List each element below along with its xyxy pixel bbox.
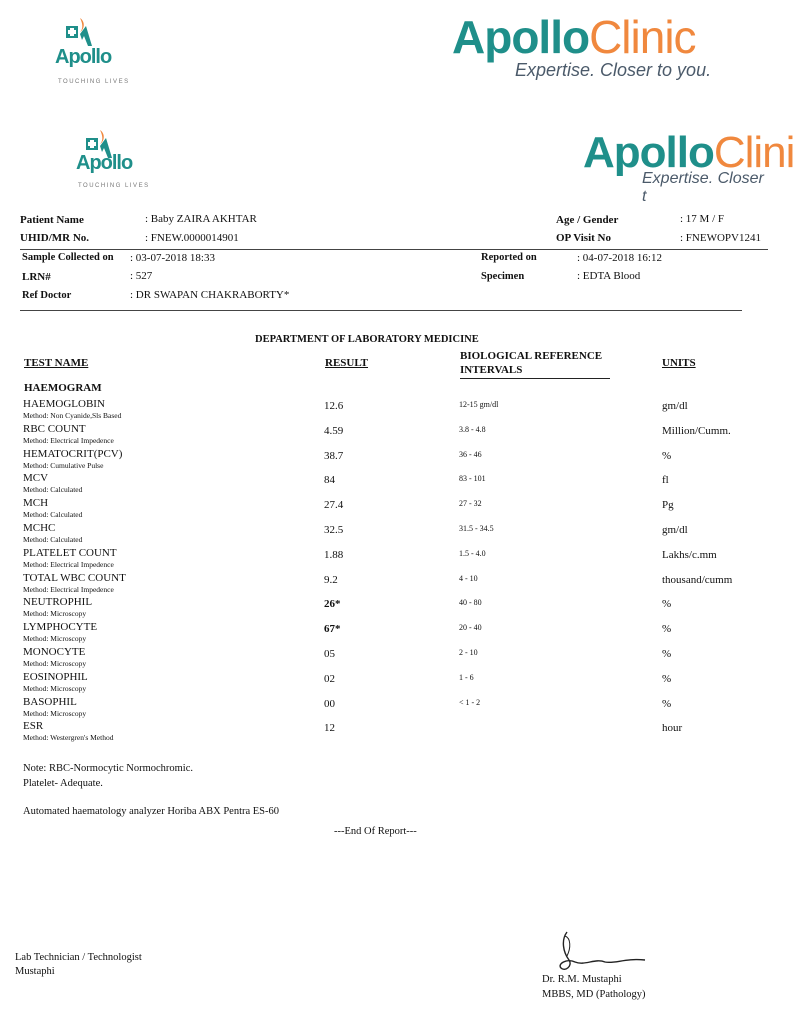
test-name: RBC COUNT <box>23 422 86 435</box>
test-result: 12 <box>324 722 335 735</box>
test-result: 38.7 <box>324 449 344 462</box>
uhid-label: UHID/MR No. <box>20 232 90 244</box>
test-method: Method: Non Cyanide,Sls Based <box>23 411 122 420</box>
test-reference-interval: 20 - 40 <box>459 623 482 633</box>
touching-lives-tagline: TOUCHING LIVES <box>58 79 130 85</box>
test-name: TOTAL WBC COUNT <box>23 571 126 584</box>
test-reference-interval: 4 - 10 <box>459 573 478 583</box>
test-result: 84 <box>324 474 335 487</box>
header-units: UNITS <box>662 357 696 369</box>
department-title: DEPARTMENT OF LABORATORY MEDICINE <box>255 334 479 345</box>
section-title: HAEMOGRAM <box>24 382 102 394</box>
test-reference-interval: 1.5 - 4.0 <box>459 548 486 558</box>
uhid-value: : FNEW.0000014901 <box>145 232 239 244</box>
test-unit: hour <box>662 722 683 735</box>
divider <box>20 310 742 311</box>
test-method: Method: Microscopy <box>23 659 87 668</box>
test-reference-interval: 3.8 - 4.8 <box>459 424 486 434</box>
test-result: 67* <box>324 623 341 636</box>
test-unit: thousand/cumm <box>662 573 733 586</box>
test-unit: gm/dl <box>662 400 688 412</box>
technician-name: Mustaphi <box>15 966 55 977</box>
reported-on-label: Reported on <box>481 252 537 263</box>
clinic-wordmark: ApolloClini <box>583 128 794 177</box>
age-gender-value: : 17 M / F <box>680 213 725 225</box>
ref-doctor-label: Ref Doctor <box>22 290 72 301</box>
note-platelet: Platelet- Adequate. <box>23 778 103 789</box>
patient-name-value: : Baby ZAIRA AKHTAR <box>145 213 257 225</box>
test-reference-interval: 83 - 101 <box>459 474 486 484</box>
test-unit: Million/Cumm. <box>662 424 731 437</box>
test-result: 02 <box>324 672 335 685</box>
test-unit: Pg <box>662 499 674 512</box>
test-name: MCV <box>23 472 49 485</box>
test-name: HAEMOGLOBIN <box>23 398 105 410</box>
test-result: 26* <box>324 598 341 611</box>
test-name: LYMPHOCYTE <box>23 621 98 634</box>
ref-doctor-value: : DR SWAPAN CHAKRABORTY* <box>130 289 290 301</box>
test-name: ESR <box>23 720 44 733</box>
note-rbc: Note: RBC-Normocytic Normochromic. <box>23 763 194 774</box>
specimen-label: Specimen <box>481 271 525 282</box>
test-name: MCHC <box>23 522 56 534</box>
test-name: NEUTROPHIL <box>23 596 93 609</box>
test-name: HEMATOCRIT(PCV) <box>23 447 123 460</box>
test-reference-interval: 31.5 - 34.5 <box>459 524 494 533</box>
patient-name-label: Patient Name <box>20 214 84 226</box>
test-method: Method: Cumulative Pulse <box>23 460 104 470</box>
test-unit: % <box>662 697 672 710</box>
op-visit-value: : FNEWOPV1241 <box>680 232 761 244</box>
test-reference-interval: 2 - 10 <box>459 648 478 657</box>
op-visit-label: OP Visit No <box>556 232 612 244</box>
test-unit: fl <box>662 474 669 487</box>
test-result: 12.6 <box>324 400 344 412</box>
test-unit: gm/dl <box>662 524 688 536</box>
test-unit: % <box>662 648 672 660</box>
test-name: EOSINOPHIL <box>23 670 88 683</box>
doctor-qualification: MBBS, MD (Pathology) <box>542 989 646 1000</box>
test-method: Method: Westergren's Method <box>23 733 114 743</box>
test-result: 4.59 <box>324 424 344 437</box>
specimen-value: : EDTA Blood <box>577 270 641 282</box>
test-method: Method: Microscopy <box>23 634 87 644</box>
technician-title: Lab Technician / Technologist <box>15 952 142 963</box>
test-reference-interval: < 1 - 2 <box>459 697 481 707</box>
test-unit: % <box>662 598 672 611</box>
header-result: RESULT <box>325 357 369 369</box>
header-ref-line1: BIOLOGICAL REFERENCE <box>460 350 603 362</box>
touching-lives-tagline: TOUCHING LIVES <box>78 183 150 189</box>
test-name: PLATELET COUNT <box>23 546 117 559</box>
age-gender-label: Age / Gender <box>556 214 619 226</box>
test-result: 00 <box>324 697 335 710</box>
test-method: Method: Electrical Impedence <box>23 584 114 594</box>
doctor-name: Dr. R.M. Mustaphi <box>542 974 622 985</box>
ref-header-underline <box>460 378 610 379</box>
test-reference-interval: 1 - 6 <box>459 672 474 682</box>
clinic-tagline: Expertise. Closer to you. <box>515 60 712 80</box>
end-of-report: ---End Of Report--- <box>334 826 417 837</box>
divider <box>20 249 768 250</box>
test-unit: Lakhs/c.mm <box>662 548 717 561</box>
test-method: Method: Electrical Impedence <box>23 435 114 445</box>
header-test-name: TEST NAME <box>24 357 89 369</box>
lrn-label: LRN# <box>22 271 51 283</box>
test-method: Method: Calculated <box>23 535 83 544</box>
test-method: Method: Calculated <box>23 485 83 495</box>
test-unit: % <box>662 672 672 685</box>
apollo-wordmark: Apollo <box>55 46 112 68</box>
test-method: Method: Microscopy <box>23 708 87 718</box>
sample-collected-label: Sample Collected on <box>22 252 114 263</box>
test-reference-interval: 27 - 32 <box>459 499 482 509</box>
header-ref-line2: INTERVALS <box>460 364 523 376</box>
test-result: 32.5 <box>324 524 344 536</box>
clinic-wordmark: ApolloClinic <box>452 11 696 63</box>
test-result: 05 <box>324 648 335 660</box>
clinic-tagline: Expertise. Closer t <box>642 170 764 205</box>
lrn-value: : 527 <box>130 270 153 282</box>
test-name: BASOPHIL <box>23 695 77 708</box>
signature-image <box>545 928 655 974</box>
test-result: 9.2 <box>324 573 338 586</box>
reported-on-value: : 04-07-2018 16:12 <box>577 252 662 264</box>
test-result: 27.4 <box>324 499 344 512</box>
test-reference-interval: 36 - 46 <box>459 449 482 459</box>
test-unit: % <box>662 449 672 462</box>
test-reference-interval: 12-15 gm/dl <box>459 400 499 409</box>
sample-collected-value: : 03-07-2018 18:33 <box>130 252 215 264</box>
test-method: Method: Microscopy <box>23 683 87 693</box>
test-method: Method: Microscopy <box>23 609 87 619</box>
note-analyzer: Automated haematology analyzer Horiba ABX Pentra ES-60 <box>23 806 280 817</box>
test-name: MCH <box>23 497 49 510</box>
test-name: MONOCYTE <box>23 646 86 658</box>
test-method: Method: Calculated <box>23 510 83 520</box>
apollo-wordmark: Apollo <box>76 152 133 174</box>
test-result: 1.88 <box>324 548 344 561</box>
test-unit: % <box>662 623 672 636</box>
test-reference-interval: 40 - 80 <box>459 598 482 608</box>
test-method: Method: Electrical Impedence <box>23 559 114 569</box>
